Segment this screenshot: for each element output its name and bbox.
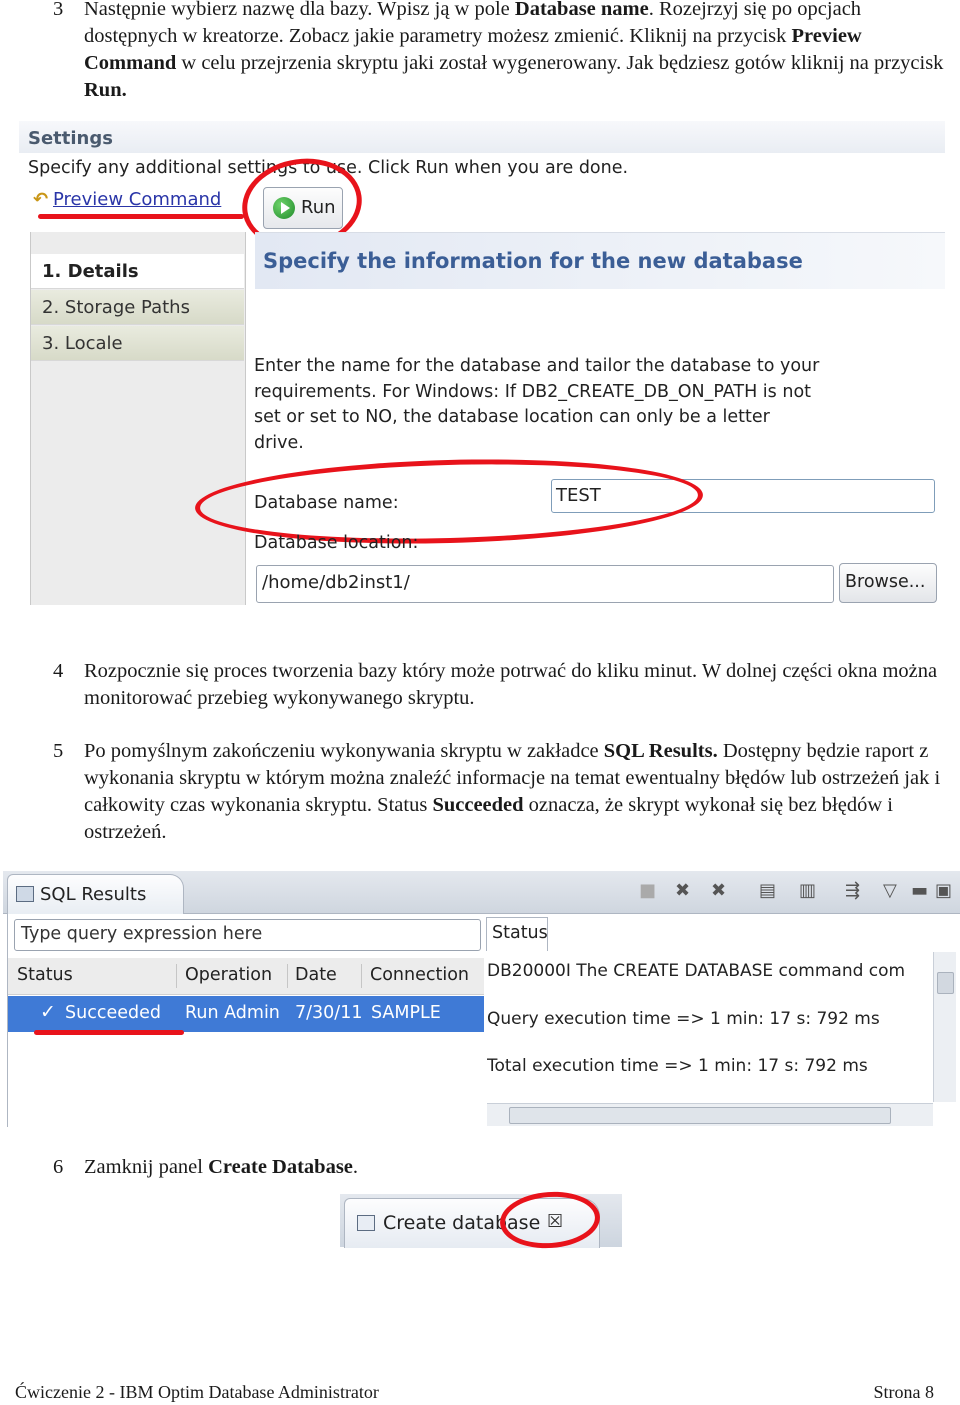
step-text-bold: Create Database [208, 1156, 353, 1178]
browse-button[interactable]: Browse... [839, 563, 937, 603]
output-line: DB20000I The CREATE DATABASE command com [487, 961, 906, 981]
horizontal-scrollbar[interactable] [487, 1103, 933, 1126]
column-header-status[interactable]: Status [17, 965, 73, 985]
vertical-scrollbar[interactable] [933, 952, 956, 1102]
annotation-underline [34, 1030, 184, 1035]
step-text-run: . Rozejrzyj się po opcjach dostępnych w kreatorze. Zobacz jakie parametry możesz zmienić. Kliknij na przycisk [84, 0, 862, 47]
step-text-run: w celu przejrzenia skryptu jaki został wygenerowany. Jak będziesz gotów kliknij na przycisk [176, 52, 944, 74]
step-4 [0, 658, 960, 714]
sql-results-screenshot [3, 871, 960, 1127]
step-text-run: oznacza, że skrypt wykonał się bez błędów i ostrzeżeń. [84, 794, 893, 843]
maximize-icon[interactable]: ▣ [935, 880, 953, 901]
filter-icon[interactable]: ⇶ [845, 880, 861, 901]
column-header-date[interactable]: Date [295, 965, 337, 985]
results-list-pane [7, 914, 486, 1127]
settings-hint: Specify any additional settings to use. Click Run when you are done. [28, 158, 629, 178]
status-output [487, 952, 932, 1102]
step-text-bold: Run. [84, 79, 127, 101]
output-line: Total execution time => 1 min: 17 s: 792 ms [487, 1056, 868, 1076]
scrollbar-thumb[interactable] [509, 1107, 891, 1124]
status-pane [484, 914, 960, 1127]
step-text [84, 0, 949, 104]
run-button-label: Run [301, 197, 336, 218]
column-header-connection[interactable]: Connection [370, 965, 470, 985]
pane-title: Specify the information for the new database [263, 249, 803, 273]
step-6 [0, 1154, 960, 1184]
row-operation: Run Admin [185, 1003, 280, 1023]
nav-item-locale[interactable] [31, 326, 244, 361]
row-connection: SAMPLE [371, 1003, 441, 1023]
pane-description: Enter the name for the database and tailor the database to your requirements. For Windows: If DB2_CREATE_DB_ON_PATH is not set or set to NO, the database location can only be a letter drive. [254, 356, 820, 453]
row-date: 7/30/11 [295, 1003, 363, 1023]
preview-command-label: Preview Command [53, 189, 222, 210]
sql-results-toolbar [3, 871, 960, 914]
table-row[interactable] [8, 996, 485, 1032]
column-header-operation[interactable]: Operation [185, 965, 273, 985]
database-location-label: Database location: [254, 533, 419, 553]
results-column-header [8, 958, 485, 995]
editor-icon [357, 1215, 375, 1231]
step-text-run: Następnie wybierz nazwę dla bazy. Wpisz ją w pole [84, 0, 515, 20]
database-name-field[interactable]: TEST [551, 479, 935, 513]
export-icon[interactable]: ▤ [759, 880, 777, 901]
database-name-label: Database name: [254, 493, 399, 513]
checkmark-icon: ✓ [40, 1001, 56, 1023]
query-expression-input[interactable]: Type query expression here [14, 919, 481, 951]
step-number: 5 [53, 740, 64, 762]
step-number: 4 [53, 660, 64, 682]
step-text-bold: Succeeded [432, 794, 524, 816]
wizard-nav [30, 232, 246, 605]
step-number: 3 [53, 0, 64, 20]
tab-label: SQL Results [40, 884, 147, 905]
table-icon [16, 886, 34, 902]
tab-label: Create database [383, 1212, 541, 1234]
annotation-underline [38, 214, 244, 219]
view-menu-icon[interactable]: ▽ [883, 880, 897, 901]
step-text-run: Po pomyślnym zakończeniu wykonywania skryptu w zakładce [84, 740, 604, 762]
step-text [84, 658, 949, 712]
settings-title: Settings [28, 128, 113, 149]
nav-item-details[interactable] [31, 254, 244, 289]
tab-status[interactable]: Status [486, 917, 548, 951]
preview-icon: ↶ [33, 189, 49, 210]
step-3 [0, 0, 960, 106]
close-icon[interactable]: ☒ [547, 1211, 564, 1232]
step-text-run: Zamknij panel [84, 1156, 209, 1178]
step-text-run: . [352, 1156, 359, 1178]
step-text-bold: Database name [514, 0, 649, 20]
step-text-run: Dostępny będzie raport z wykonania skryptu w którym można znaleźć informacje na temat ewentualny błędów lub ostrzeżeń jak i całkowity czas wykonania skryptu. Status [84, 740, 941, 816]
page-number: Strona 8 [873, 1382, 934, 1402]
preview-command-link[interactable] [33, 189, 221, 210]
tab-sql-results[interactable] [7, 874, 184, 915]
settings-header [19, 121, 945, 153]
database-location-field[interactable]: /home/db2inst1/ [256, 565, 834, 603]
remove-all-icon[interactable]: ✖ [711, 880, 727, 901]
create-database-tab-screenshot [340, 1194, 622, 1247]
step-text-bold: Preview Command [84, 25, 862, 74]
footer-title: Ćwiczenie 2 - IBM Optim Database Administrator [15, 1382, 379, 1402]
step-text-bold: SQL Results. [603, 740, 718, 762]
nav-item-label: 1. Details [42, 261, 139, 282]
step-text-run: Rozpocznie się proces tworzenia bazy który może potrwać do kliku minut. W dolnej części okna można monitorować przebieg wykonywanego skryptu. [84, 660, 938, 709]
nav-item-label: 3. Locale [42, 333, 123, 354]
step-text [84, 738, 949, 846]
row-status: Succeeded [65, 1003, 161, 1023]
document-icon[interactable]: ▥ [799, 880, 817, 901]
step-5 [0, 738, 960, 848]
stop-icon[interactable]: ■ [639, 880, 657, 901]
settings-screenshot [19, 121, 945, 605]
scrollbar-thumb[interactable] [937, 972, 954, 994]
step-number: 6 [53, 1156, 64, 1178]
minimize-icon[interactable]: ▬ [911, 880, 929, 901]
nav-item-storage-paths[interactable] [31, 290, 244, 325]
step-text [84, 1154, 949, 1181]
remove-icon[interactable]: ✖ [675, 880, 691, 901]
output-line: Query execution time => 1 min: 17 s: 792 ms [487, 1009, 880, 1029]
nav-item-label: 2. Storage Paths [42, 297, 190, 318]
